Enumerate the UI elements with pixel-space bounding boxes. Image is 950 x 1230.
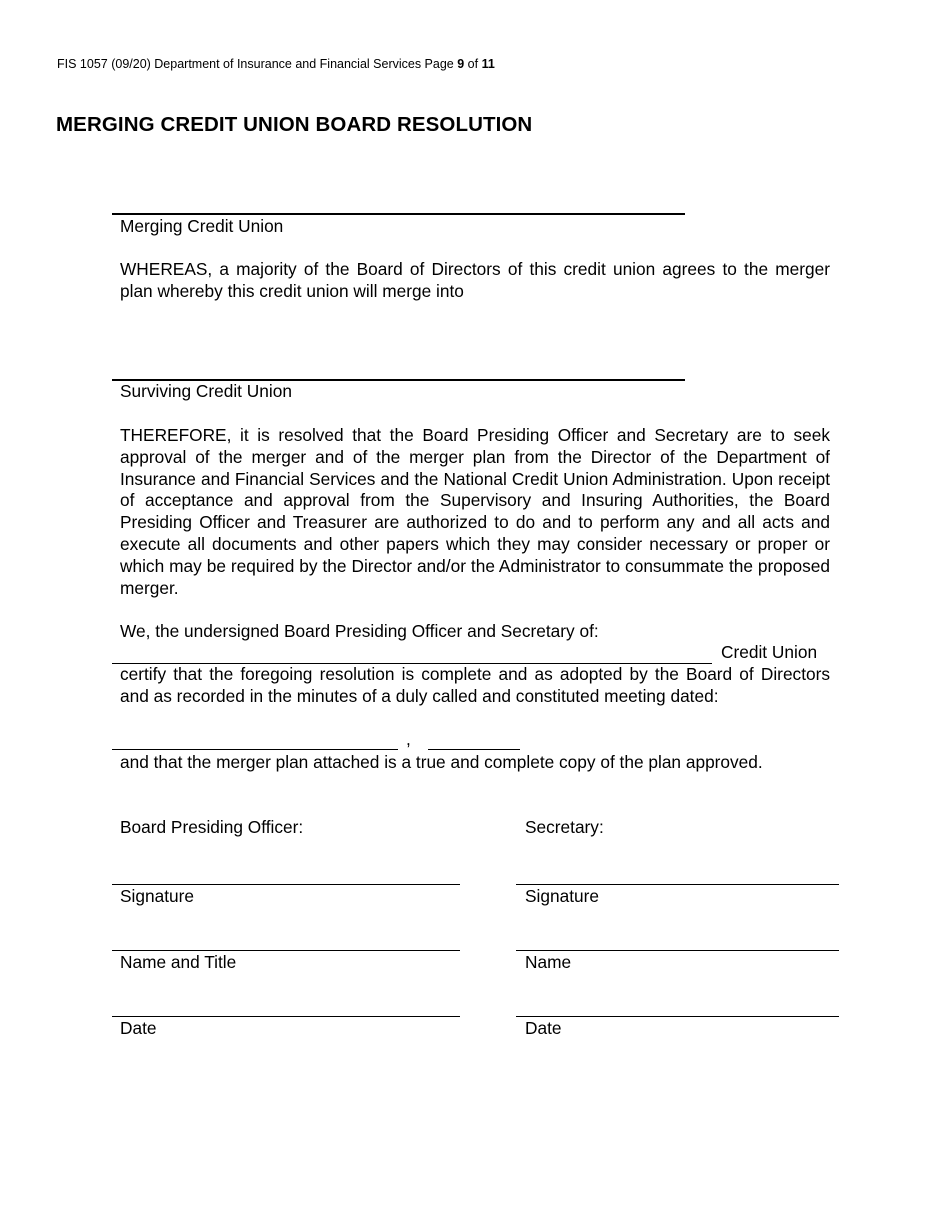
merger-plan-statement: and that the merger plan attached is a true and complete copy of the plan approved. <box>120 752 763 772</box>
page-total: 11 <box>481 57 495 71</box>
merging-credit-union-label: Merging Credit Union <box>120 216 284 236</box>
therefore-paragraph: THEREFORE, it is resolved that the Board Presiding Officer and Secretary are to seek approval of the merger and of the merger plan from the Director of the Department of Insurance and Financial Services and the National Credit Union Administration. Upon receipt of acceptance and approval from the Supervisory and Insuring Authorities, the Board Presiding Officer and Treasurer are authorized to do and to perform any and all acts and execute all documents and other papers which they may consider necessary or proper or which may be required by the Director and/or the Administrator to consummate the proposed merger. <box>120 425 830 598</box>
officer-date-label: Date <box>120 1018 157 1038</box>
credit-union-suffix: Credit Union <box>721 642 818 662</box>
whereas-paragraph: WHEREAS, a majority of the Board of Directors of this credit union agrees to the merger plan whereby this credit union will merge into <box>120 259 830 301</box>
secretary-name-label: Name <box>525 952 572 972</box>
page-of: of <box>467 57 479 71</box>
meeting-year-field[interactable] <box>428 749 520 750</box>
page-current: 9 <box>457 57 465 71</box>
secretary-date-field[interactable] <box>516 1016 839 1017</box>
officer-heading: Board Presiding Officer: <box>120 817 304 837</box>
officer-signature-label: Signature <box>120 886 194 906</box>
officer-signature-field[interactable] <box>112 884 460 885</box>
surviving-credit-union-label: Surviving Credit Union <box>120 381 292 401</box>
date-comma: , <box>406 729 411 749</box>
merging-credit-union-field[interactable] <box>112 213 685 215</box>
officer-name-title-label: Name and Title <box>120 952 237 972</box>
secretary-date-label: Date <box>525 1018 562 1038</box>
form-header <box>57 57 495 71</box>
form-id: FIS 1057 (09/20) Department of Insurance and Financial Services Page <box>57 57 454 71</box>
officer-date-field[interactable] <box>112 1016 460 1017</box>
certify-paragraph: certify that the foregoing resolution is complete and as adopted by the Board of Directors and as recorded in the minutes of a duly called and constituted meeting dated: <box>120 664 830 706</box>
secretary-signature-field[interactable] <box>516 884 839 885</box>
secretary-name-field[interactable] <box>516 950 839 951</box>
secretary-heading: Secretary: <box>525 817 604 837</box>
undersigned-statement: We, the undersigned Board Presiding Officer and Secretary of: <box>120 621 599 641</box>
secretary-signature-label: Signature <box>525 886 599 906</box>
meeting-date-field[interactable] <box>112 749 398 750</box>
officer-name-title-field[interactable] <box>112 950 460 951</box>
document-title: MERGING CREDIT UNION BOARD RESOLUTION <box>56 113 533 136</box>
